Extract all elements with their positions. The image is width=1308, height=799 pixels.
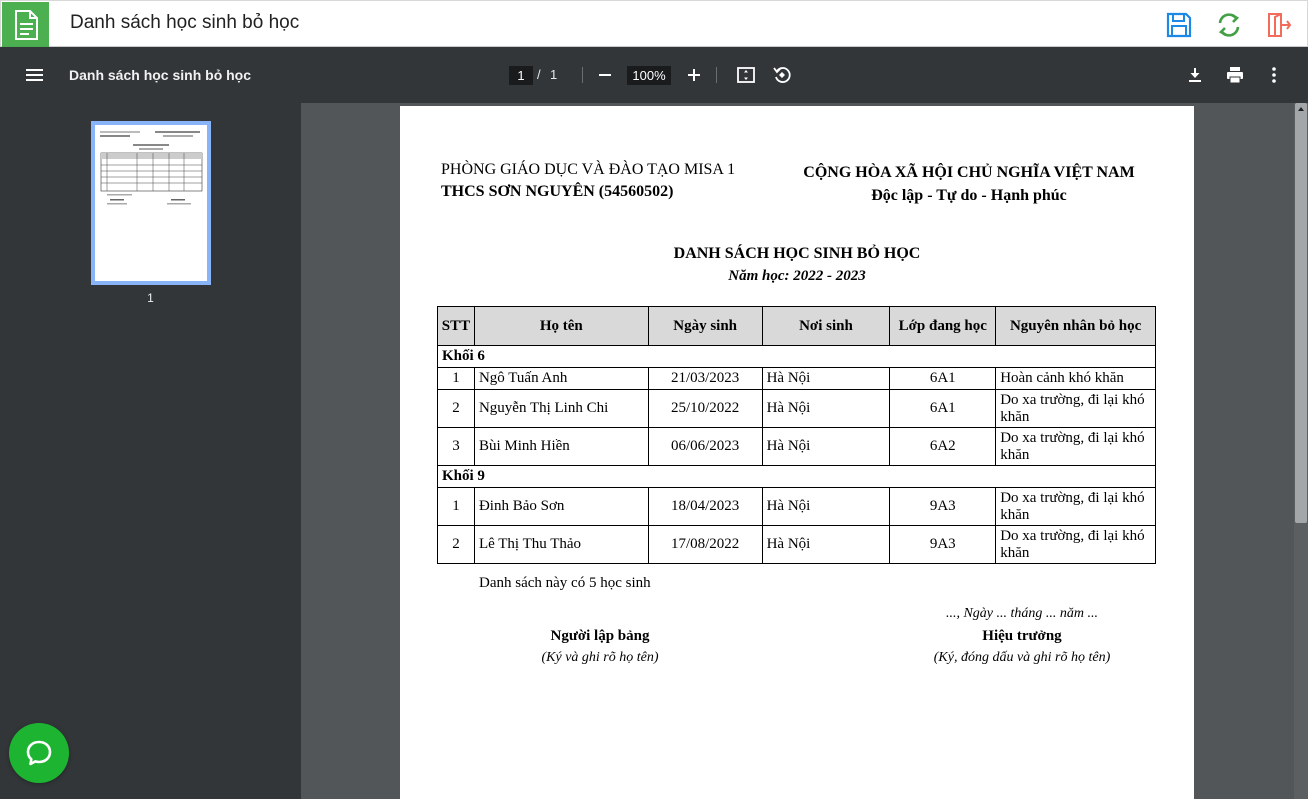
scrollbar-thumb[interactable] [1295,103,1307,523]
cell-class: 9A3 [890,488,996,526]
viewer-toolbar [0,47,1308,103]
national-motto: Độc lập - Tự do - Hạnh phúc [871,187,1067,204]
page-number-input[interactable]: 1 [509,66,533,85]
group-row [438,346,1156,368]
group-row [438,466,1156,488]
table-row [438,526,1156,564]
date-line: ..., Ngày ... tháng ... năm ... [945,606,1099,621]
page-separator: / [537,67,541,82]
thumbnail-page-label: 1 [147,291,154,305]
group-label: Khối 6 [438,346,1156,368]
signer-note: (Ký và ghi rõ họ tên) [541,650,659,665]
rotate-icon[interactable] [770,63,794,87]
more-options-icon[interactable] [1262,63,1286,87]
document-title: DANH SÁCH HỌC SINH BỎ HỌC [673,245,921,262]
app-title: Danh sách học sinh bỏ học [70,12,300,33]
zoom-out-icon[interactable] [593,63,617,87]
chat-bubble-icon [24,738,54,768]
toolbar-divider [716,67,717,83]
cell-birthplace: Hà Nội [762,368,890,390]
toolbar-divider [582,67,583,83]
cell-reason: Do xa trường, đi lại khó khăn [996,488,1156,526]
cell-stt: 1 [438,488,475,526]
cell-class: 6A1 [890,390,996,428]
column-header: Ngày sinh [648,307,762,346]
cell-name: Ngô Tuấn Anh [474,368,648,390]
menu-icon[interactable] [22,63,48,87]
student-table [437,306,1156,564]
print-icon[interactable] [1223,63,1247,87]
page-total: 1 [550,67,558,82]
signature-right [922,628,1122,666]
cell-birthplace: Hà Nội [762,488,890,526]
chat-button[interactable] [9,723,69,783]
cell-birthplace: Hà Nội [762,526,890,564]
cell-class: 6A2 [890,428,996,466]
zoom-input[interactable]: 100% [627,66,671,85]
cell-class: 6A1 [890,368,996,390]
column-header: Nơi sinh [762,307,890,346]
cell-birthdate: 06/06/2023 [648,428,762,466]
cell-reason: Do xa trường, đi lại khó khăn [996,428,1156,466]
signer-note: (Ký, đóng dấu và ghi rõ họ tên) [933,650,1111,665]
cell-birthdate: 18/04/2023 [648,488,762,526]
save-icon[interactable] [1165,11,1193,39]
cell-birthplace: Hà Nội [762,428,890,466]
cell-class: 9A3 [890,526,996,564]
cell-name: Lê Thị Thu Thảo [474,526,648,564]
cell-birthplace: Hà Nội [762,390,890,428]
document-view [301,103,1308,799]
cell-birthdate: 17/08/2022 [648,526,762,564]
cell-reason: Do xa trường, đi lại khó khăn [996,390,1156,428]
document-icon [2,2,49,47]
cell-stt: 2 [438,526,475,564]
group-label: Khối 9 [438,466,1156,488]
national-title: CỘNG HÒA XÃ HỘI CHỦ NGHĨA VIỆT NAM [803,164,1135,181]
cell-name: Đinh Bảo Sơn [474,488,648,526]
department-name: PHÒNG GIÁO DỤC VÀ ĐÀO TẠO MISA 1 [441,161,736,178]
table-header-row [438,307,1156,346]
signature-left [500,628,700,666]
summary-text: Danh sách này có 5 học sinh [479,575,651,591]
cell-birthdate: 21/03/2023 [648,368,762,390]
zoom-in-icon[interactable] [682,63,706,87]
cell-name: Nguyễn Thị Linh Chi [474,390,648,428]
table-row [438,368,1156,390]
cell-reason: Do xa trường, đi lại khó khăn [996,526,1156,564]
refresh-icon[interactable] [1215,11,1243,39]
school-name: THCS SƠN NGUYÊN (54560502) [441,183,674,200]
signer-role: Hiệu trưởng [982,628,1062,644]
thumbnail-sidebar [0,103,301,799]
download-icon[interactable] [1183,63,1207,87]
column-header: Nguyên nhân bỏ học [996,307,1156,346]
signer-role: Người lập bảng [550,628,650,644]
column-header: Họ tên [474,307,648,346]
cell-reason: Hoàn cảnh khó khăn [996,368,1156,390]
header-right [794,161,1144,207]
app-header [0,0,1308,47]
fit-page-icon[interactable] [734,63,758,87]
cell-stt: 1 [438,368,475,390]
document-page [400,106,1194,799]
cell-stt: 2 [438,390,475,428]
column-header: Lớp đang học [890,307,996,346]
school-year: Năm học: 2022 - 2023 [728,268,866,284]
vertical-scrollbar[interactable] [1294,103,1308,799]
exit-icon[interactable] [1265,11,1293,39]
scroll-up-arrow-icon[interactable] [1298,107,1304,111]
column-header: STT [438,307,475,346]
cell-name: Bùi Minh Hiền [474,428,648,466]
table-row [438,488,1156,526]
header-left [441,159,735,203]
page-thumbnail[interactable] [91,121,211,285]
table-row [438,428,1156,466]
cell-stt: 3 [438,428,475,466]
table-row [438,390,1156,428]
viewer-title: Danh sách học sinh bỏ học [69,67,252,83]
cell-birthdate: 25/10/2022 [648,390,762,428]
